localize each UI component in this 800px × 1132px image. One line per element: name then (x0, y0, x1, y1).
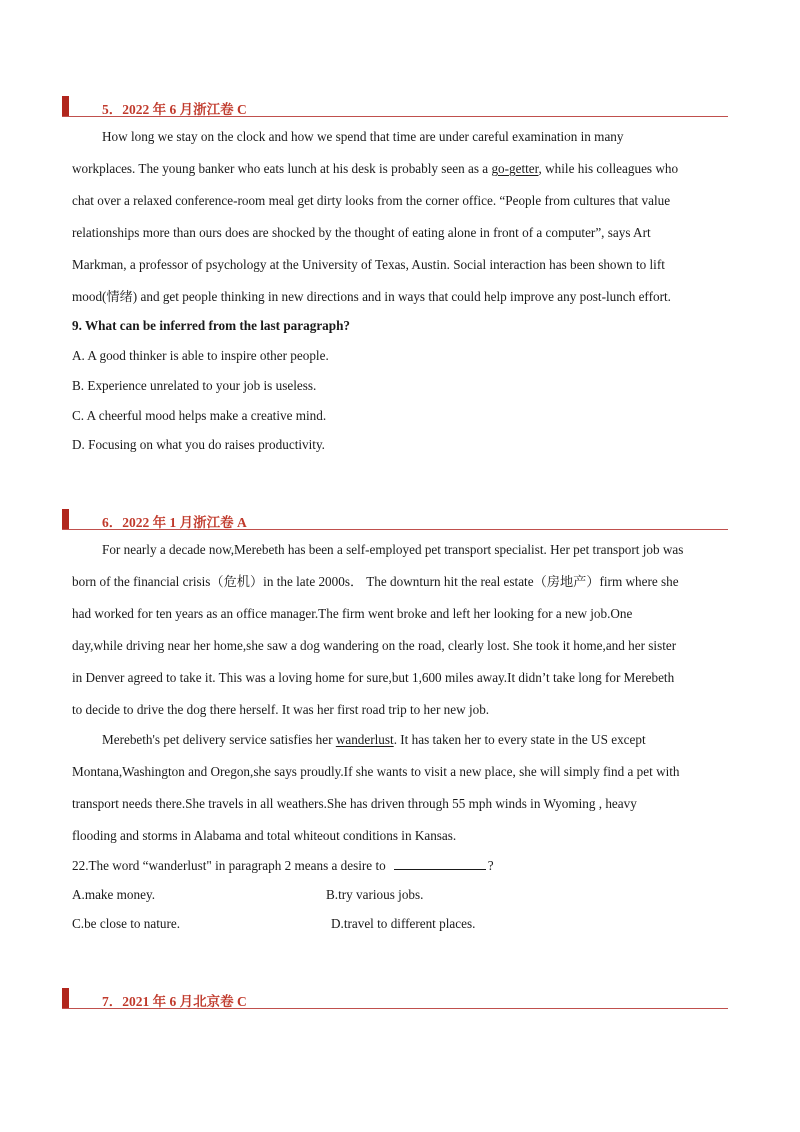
passage-line: Markman, a professor of psychology at the University of Texas, Austin. Social interaction has been shown to lift (72, 257, 665, 272)
passage-line: relationships more than ours does are shocked by the thought of eating alone in front of a computer”, says Art (72, 225, 651, 240)
passage-line: to decide to drive the dog there herself. It was her first road trip to her new job. (72, 702, 490, 717)
vocab-term-go-getter: go-getter (491, 161, 539, 176)
option-b[interactable]: B.try various jobs. (326, 887, 424, 902)
answer-blank[interactable] (394, 857, 486, 870)
section-heading-2021-june-beijing (62, 988, 728, 1009)
vocab-term-wanderlust: wanderlust (335, 732, 394, 747)
passage-line: born of the financial crisis（危机）in the late 2000s． The downturn hit the real estate（房地产）firm where she (72, 574, 679, 589)
heading-marker-bar (62, 988, 69, 1008)
passage-line: Montana,Washington and Oregon,she says proudly.If she wants to visit a new place, she will simply find a pet with (72, 764, 680, 779)
passage-line: workplaces. The young banker who eats lunch at his desk is probably seen as a go-getter, while his colleagues who (72, 161, 679, 176)
passage-line: mood(情绪) and get people thinking in new directions and in ways that could help improve any post-lunch effort. (72, 289, 671, 304)
option-d[interactable]: D. Focusing on what you do raises productivity. (72, 437, 325, 452)
option-d[interactable]: D.travel to different places. (331, 916, 476, 931)
passage-line: had worked for ten years as an office manager.The firm went broke and left her looking for a new job.One (72, 606, 633, 621)
option-c[interactable]: C.be close to nature. (72, 916, 181, 931)
option-a[interactable]: A. A good thinker is able to inspire other people. (72, 348, 329, 363)
section-heading-2022-jan-zhejiang (62, 509, 728, 530)
heading-marker-bar (62, 509, 69, 529)
passage-line: Merebeth's pet delivery service satisfies her wanderlust. It has taken her to every state in the US except (102, 732, 646, 747)
option-a[interactable]: A.make money. (72, 887, 156, 902)
passage-line: How long we stay on the clock and how we spend that time are under careful examination in many (102, 129, 624, 144)
option-c[interactable]: C. A cheerful mood helps make a creative mind. (72, 408, 327, 423)
section-title: 6．2022 年 1 月浙江卷 A (102, 515, 247, 530)
heading-marker-bar (62, 96, 69, 116)
section-heading-2022-june-zhejiang (62, 96, 728, 117)
question-9: 9. What can be inferred from the last paragraph? (72, 318, 351, 333)
question-22: 22.The word “wanderlust" in paragraph 2 means a desire to ? (72, 858, 494, 873)
option-b[interactable]: B. Experience unrelated to your job is useless. (72, 378, 317, 393)
passage-line: in Denver agreed to take it. This was a loving home for sure,but 1,600 miles away.It didn’t take long for Merebeth (72, 670, 675, 685)
section-title: 5．2022 年 6 月浙江卷 C (102, 102, 247, 117)
section-title: 7．2021 年 6 月北京卷 C (102, 994, 247, 1009)
passage-line: day,while driving near her home,she saw a dog wandering on the road, clearly lost. She took it home,and her sister (72, 638, 677, 653)
passage-line: For nearly a decade now,Merebeth has been a self-employed pet transport specialist. Her pet transport job was (102, 542, 684, 557)
passage-line: transport needs there.She travels in all weathers.She has driven through 55 mph winds in Wyoming , heavy (72, 796, 637, 811)
passage-line: chat over a relaxed conference-room meal get dirty looks from the corner office. “People from cultures that value (72, 193, 671, 208)
passage-line: flooding and storms in Alabama and total whiteout conditions in Kansas. (72, 828, 457, 843)
